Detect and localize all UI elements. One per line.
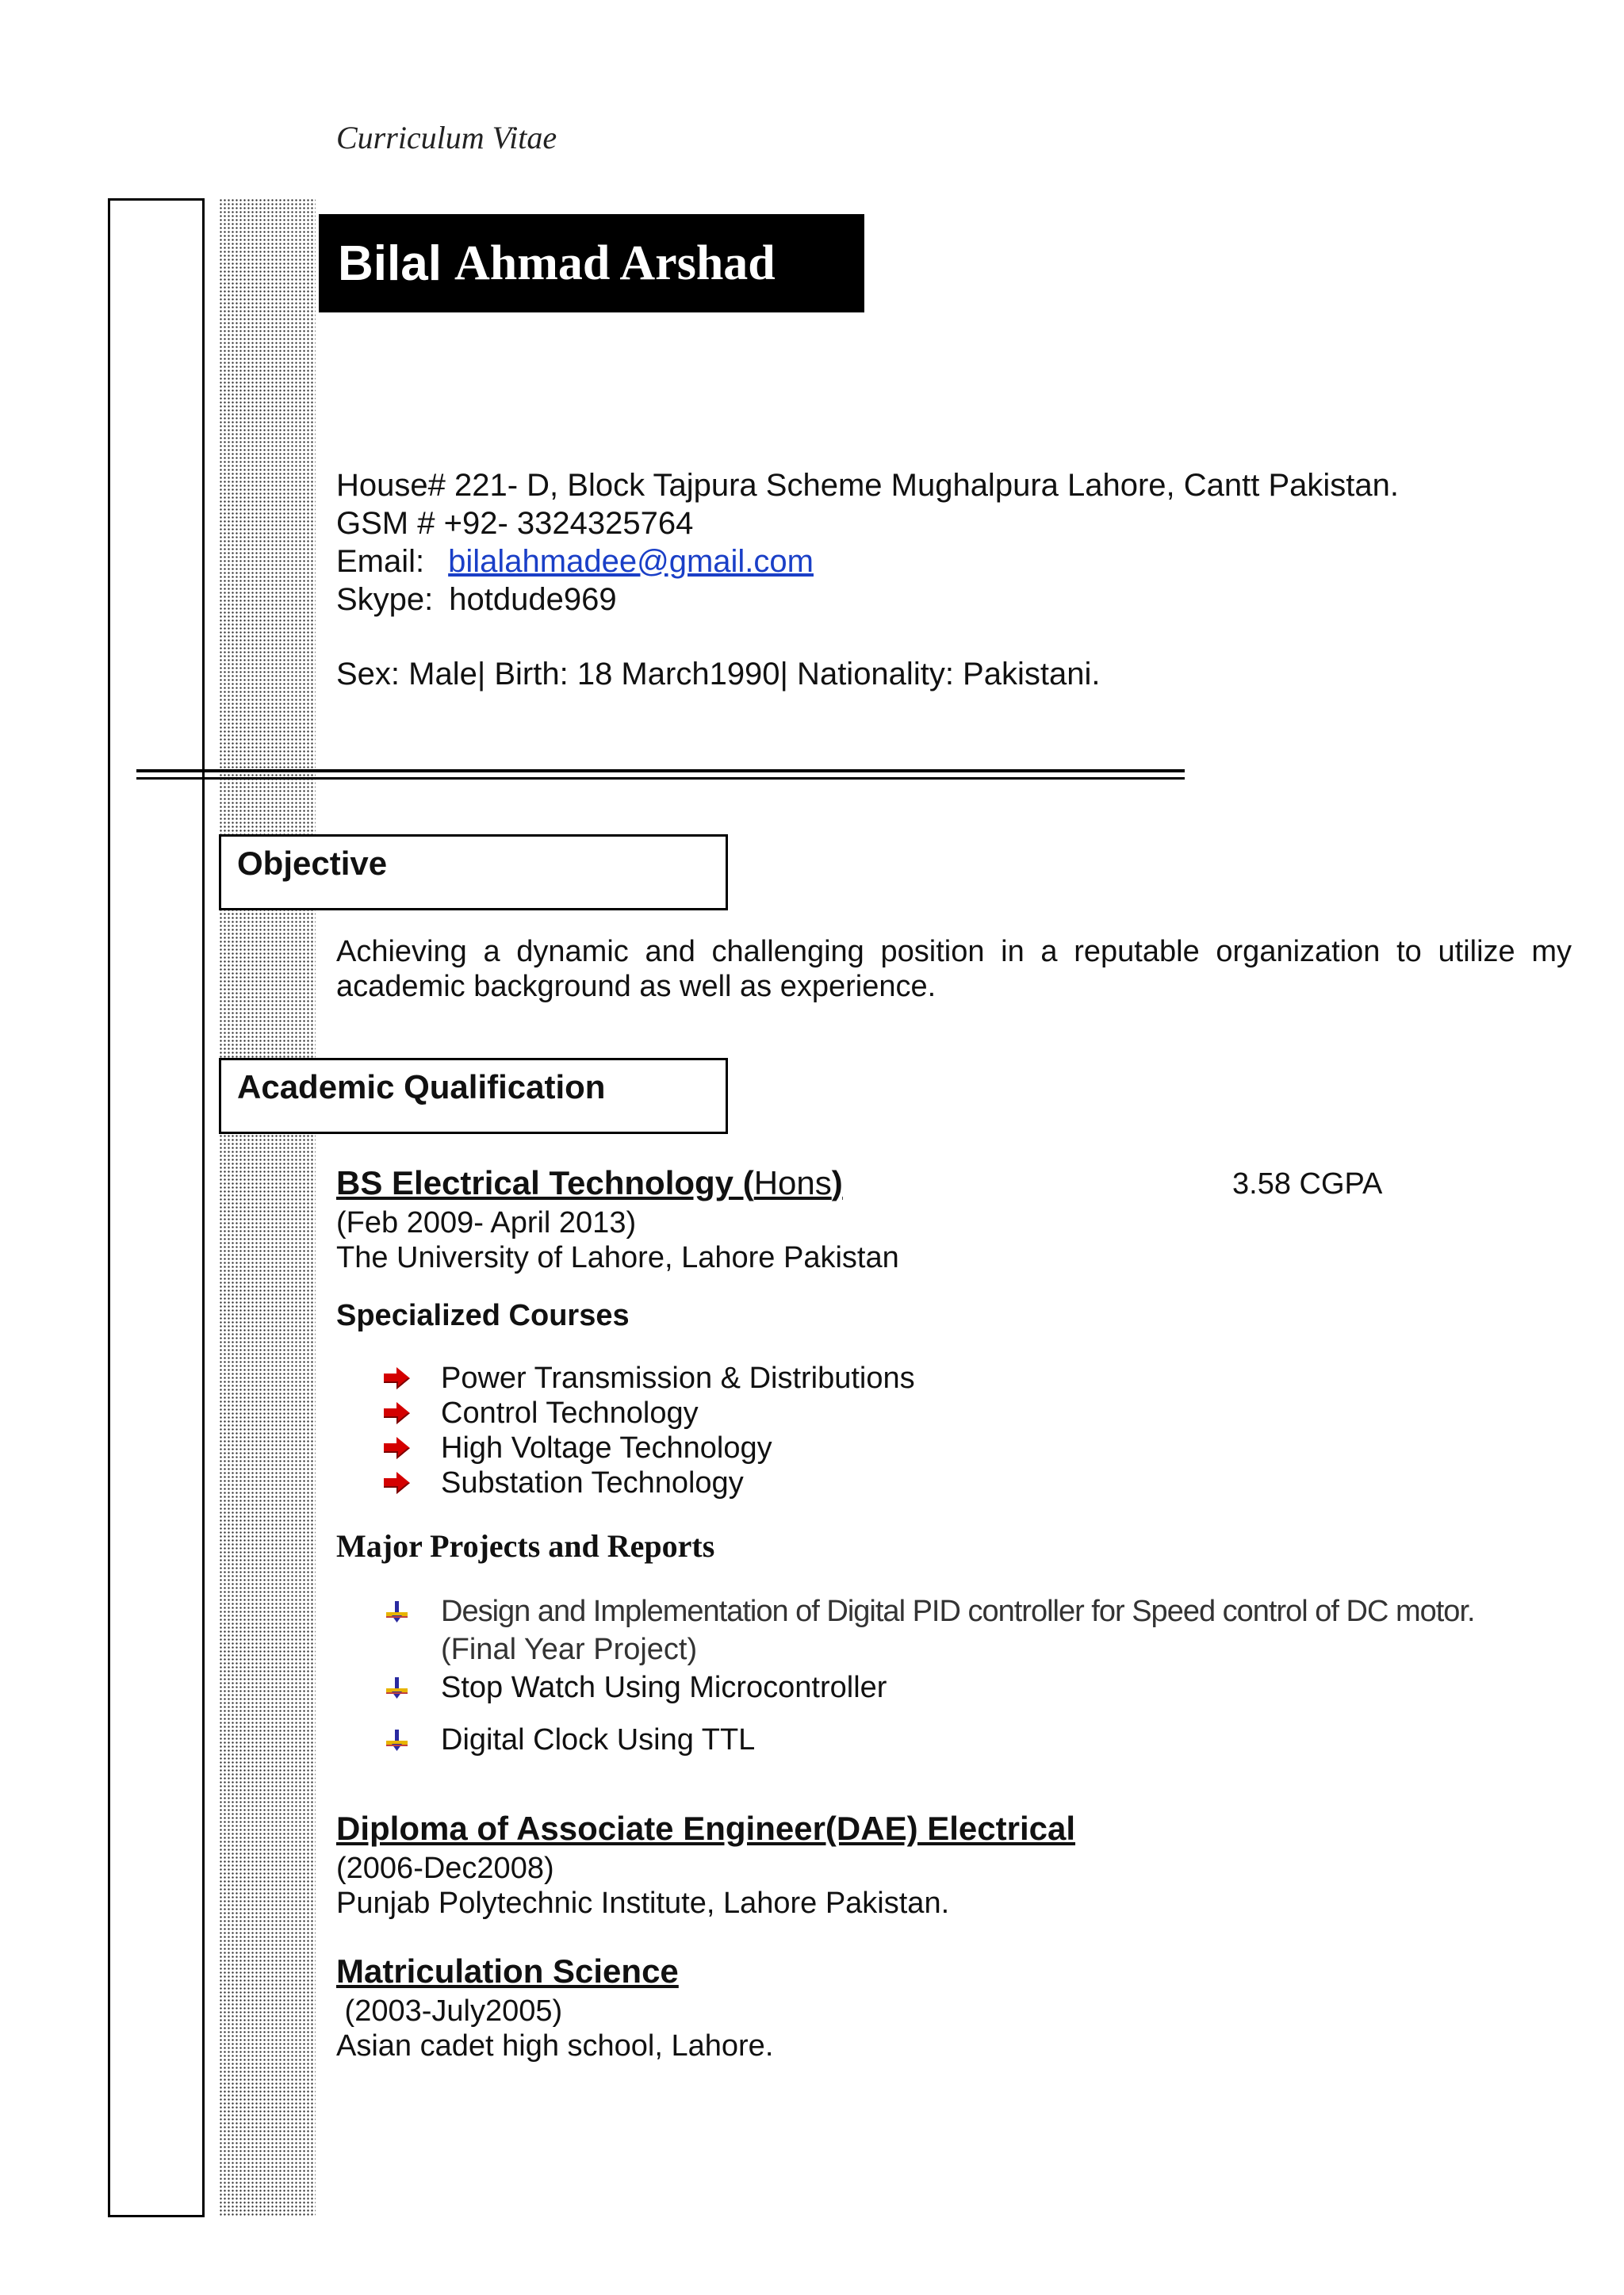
email-link[interactable]: bilalahmadee@gmail.com	[448, 544, 814, 579]
section-divider	[136, 769, 1185, 772]
list-item: Power Transmission & Distributions	[384, 1361, 915, 1396]
hons-label: Hons	[753, 1164, 832, 1201]
email-row	[336, 542, 1399, 580]
pushpin-icon	[384, 1676, 411, 1699]
skype-label: Skype:	[336, 582, 434, 617]
skype-row	[336, 580, 1399, 619]
personal-details: Sex: Male| Birth: 18 March1990| Nationality: Pakistani.	[336, 657, 1101, 692]
pushpin-icon	[384, 1600, 411, 1623]
academic-heading: Academic Qualification	[219, 1058, 728, 1134]
projects-heading: Major Projects and Reports	[336, 1528, 715, 1564]
left-frame-decoration	[108, 198, 205, 2217]
red-arrow-icon	[384, 1436, 411, 1460]
courses-list	[384, 1361, 915, 1500]
list-item: Substation Technology	[384, 1466, 915, 1500]
skype-id: hotdude969	[449, 582, 617, 617]
list-item: High Voltage Technology	[384, 1431, 915, 1466]
section-divider-secondary	[136, 777, 1185, 780]
projects-list	[384, 1594, 1475, 1757]
list-item: Control Technology	[384, 1396, 915, 1431]
bs-dates: (Feb 2009- April 2013)	[336, 1206, 637, 1239]
bs-degree-title: BS Electrical Technology (Hons)	[336, 1164, 843, 1201]
dae-institution: Punjab Polytechnic Institute, Lahore Pakistan.	[336, 1887, 950, 1920]
red-arrow-icon	[384, 1471, 411, 1495]
bs-institution: The University of Lahore, Lahore Pakistan	[336, 1241, 899, 1274]
objective-heading: Objective	[219, 834, 728, 910]
list-item: Design and Implementation of Digital PID controller for Speed control of DC motor.	[384, 1594, 1475, 1629]
list-item: Stop Watch Using Microcontroller	[384, 1670, 1475, 1705]
list-item: Digital Clock Using TTL	[384, 1722, 1475, 1757]
gsm-number: GSM # +92- 3324325764	[336, 506, 694, 541]
first-name: Bilal	[338, 236, 442, 291]
matric-title: Matriculation Science	[336, 1952, 679, 1990]
contact-block	[336, 466, 1399, 693]
dotted-strip-decoration	[219, 198, 316, 2217]
courses-heading: Specialized Courses	[336, 1299, 630, 1332]
objective-text: Achieving a dynamic and challenging position in a reputable organization to utilize my academic background as well as experience.	[336, 935, 1572, 1003]
matric-institution: Asian cadet high school, Lahore.	[336, 2029, 774, 2063]
document-header: Curriculum Vitae	[336, 120, 557, 155]
list-item: (Final Year Project)	[441, 1633, 698, 1666]
pushpin-icon	[384, 1728, 411, 1752]
bs-gpa: 3.58 CGPA	[1232, 1167, 1383, 1201]
matric-dates: (2003-July2005)	[336, 1994, 563, 2028]
last-name: Ahmad Arshad	[454, 236, 776, 290]
address: House# 221- D, Block Tajpura Scheme Mughalpura Lahore, Cantt Pakistan.	[336, 468, 1400, 503]
email-label: Email:	[336, 544, 425, 579]
name-banner	[319, 214, 864, 312]
dae-title: Diploma of Associate Engineer(DAE) Electrical	[336, 1810, 1076, 1847]
red-arrow-icon	[384, 1366, 411, 1390]
red-arrow-icon	[384, 1401, 411, 1425]
dae-dates: (2006-Dec2008)	[336, 1852, 554, 1885]
